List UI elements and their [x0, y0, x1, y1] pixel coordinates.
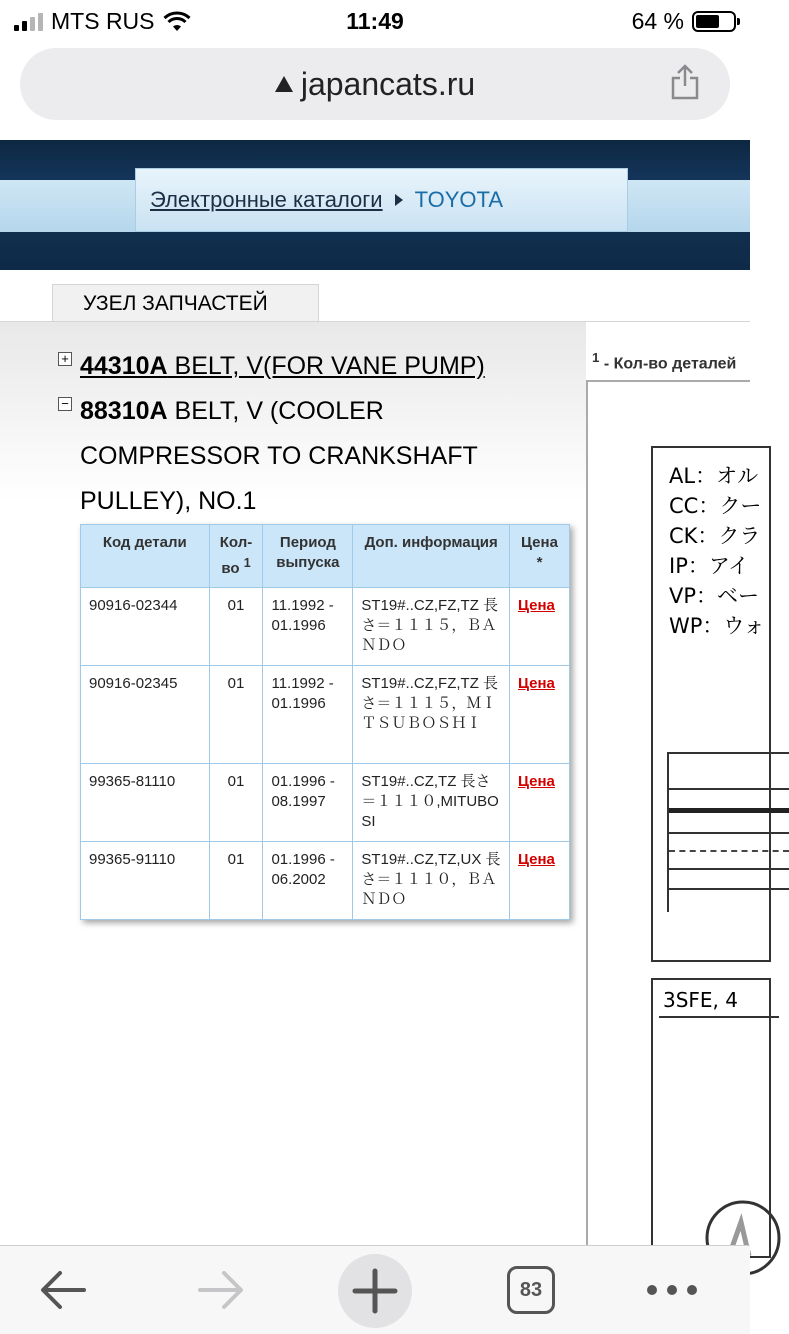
col-info-header: Доп. информация	[353, 525, 510, 588]
new-tab-button[interactable]	[338, 1254, 412, 1328]
parts-table	[80, 524, 570, 920]
quantity-note: $^1$ - Кол-во деталей	[592, 350, 737, 373]
legend-item: CK：クラ	[669, 524, 761, 548]
collapse-icon[interactable]: −	[58, 397, 72, 411]
engine-label: 3SFE, 4	[663, 988, 738, 1012]
price-link[interactable]: Цена	[518, 773, 555, 790]
part-qty: 01	[209, 842, 263, 920]
tree-item-44310a[interactable]	[58, 344, 540, 389]
part-info: ST19#..CZ,TZ,UX 長さ＝１１１０，ＢＡＮＤＯ	[353, 842, 510, 920]
col-code-header: Код детали	[81, 525, 210, 588]
carrier-name: MTS RUS	[51, 8, 155, 34]
part-period: 01.1996 - 06.2002	[263, 842, 353, 920]
part-info: ST19#..CZ,FZ,TZ 長さ＝１１１５，ＭＩＴＳＵＢＯＳＨＩ	[353, 666, 510, 764]
legend-item: AL：オル	[669, 464, 759, 488]
diagram-legend	[651, 446, 771, 962]
address-bar[interactable]	[20, 48, 730, 120]
part-code: 99365-81110	[81, 764, 210, 842]
status-bar	[0, 0, 750, 40]
status-right	[632, 8, 736, 35]
table-row	[81, 764, 570, 842]
part-period: 11.1992 - 01.1996	[263, 588, 353, 666]
tree-item-88310a[interactable]	[58, 389, 540, 524]
part-qty: 01	[209, 666, 263, 764]
part-code: 90916-02345	[81, 666, 210, 764]
table-row	[81, 842, 570, 920]
price-link[interactable]: Цена	[518, 851, 555, 868]
table-header-row	[81, 525, 570, 588]
part-qty: 01	[209, 764, 263, 842]
parts-diagram[interactable]	[586, 380, 765, 1250]
tab-parts-node[interactable]: УЗЕЛ ЗАПЧАСТЕЙ	[52, 284, 319, 322]
battery-icon	[692, 11, 736, 32]
part-group-name[interactable]: BELT, V	[167, 352, 263, 380]
table-row	[81, 588, 570, 666]
legend-item: CC：クー	[669, 494, 762, 518]
part-qty: 01	[209, 588, 263, 666]
warning-icon	[275, 76, 293, 92]
part-info: ST19#..CZ,FZ,TZ 長さ＝１１１５，ＢＡＮＤＯ	[353, 588, 510, 666]
part-group-name-detail[interactable]: (FOR VANE PUMP)	[263, 352, 485, 380]
part-code: 99365-91110	[81, 842, 210, 920]
price-link[interactable]: Цена	[518, 675, 555, 692]
part-code: 90916-02344	[81, 588, 210, 666]
expand-icon[interactable]: +	[58, 352, 72, 366]
part-period: 01.1996 - 08.1997	[263, 764, 353, 842]
site-header	[0, 140, 750, 270]
clock: 11:49	[346, 8, 404, 34]
part-group-code: 88310A	[80, 397, 168, 425]
part-group-name: BELT, V (COOLER COMPRESSOR TO CRANKSHAFT PULLEY), NO.1	[80, 397, 478, 515]
engine-diagram	[651, 978, 771, 1258]
more-icon[interactable]	[642, 1260, 702, 1320]
tabs-button[interactable]: 83	[507, 1266, 555, 1314]
col-qty-header: Кол-во $^1$	[209, 525, 263, 588]
battery-percent: 64 %	[631, 8, 684, 34]
breadcrumb-arrow-icon	[395, 194, 403, 206]
browser-toolbar	[0, 1245, 750, 1334]
price-link[interactable]: Цена	[518, 597, 555, 614]
breadcrumb-catalogs-link[interactable]: Электронные каталоги	[150, 187, 383, 212]
back-icon[interactable]	[34, 1260, 94, 1320]
col-period-header: Период выпуска	[263, 525, 353, 588]
breadcrumb-current[interactable]: TOYOTA	[414, 187, 504, 212]
legend-item: WP：ウォ	[669, 614, 765, 638]
part-info: ST19#..CZ,TZ 長さ＝１１１０,MITUBOSI	[353, 764, 510, 842]
url-text: japancats.ru	[300, 66, 476, 102]
part-period: 11.1992 - 01.1996	[263, 666, 353, 764]
part-group-code[interactable]: 44310A	[80, 352, 168, 380]
share-icon[interactable]	[670, 64, 700, 100]
diagram-line-samples	[667, 752, 777, 912]
plus-icon	[351, 1267, 399, 1315]
table-row	[81, 666, 570, 764]
forward-icon[interactable]	[190, 1260, 250, 1320]
breadcrumb	[135, 168, 628, 232]
col-price-header: Цена *	[510, 525, 570, 588]
legend-item: VP：ベー	[669, 584, 760, 608]
legend-item: IP：アイ	[669, 554, 749, 578]
